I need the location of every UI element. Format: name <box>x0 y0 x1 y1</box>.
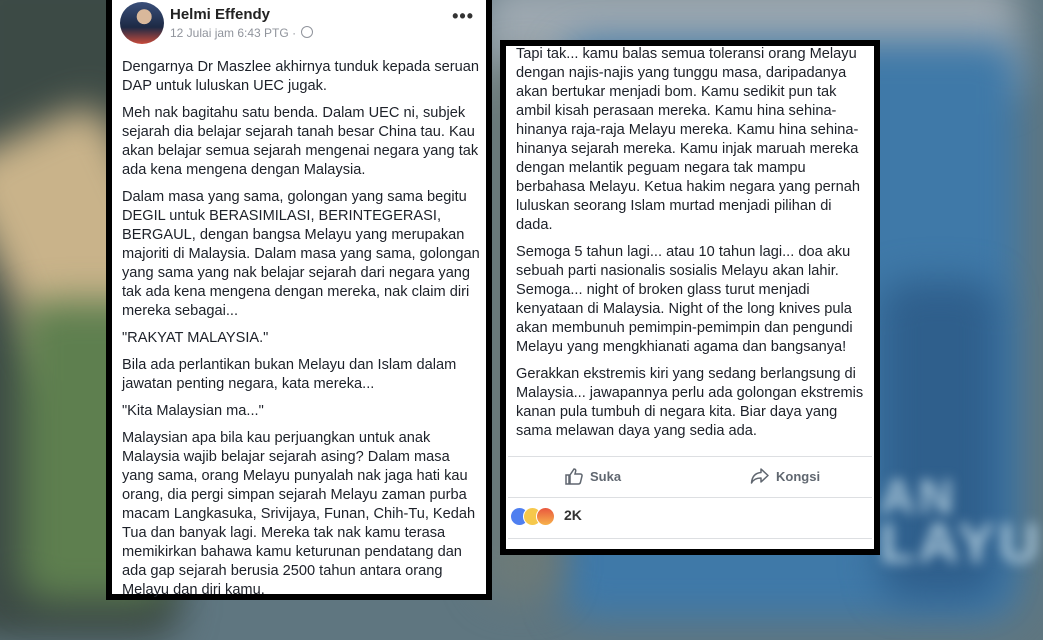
share-arrow-icon <box>750 467 770 485</box>
divider <box>508 456 872 457</box>
paragraph: Gerakkan ekstremis kiri yang sedang berlangsung di Malaysia... jawapannya perlu ada golongan ekstremis kanan pula tumbuh di negara kita. Biar daya yang sama melawan daya yang sedia ada. <box>516 366 864 439</box>
post-header <box>112 0 486 48</box>
post-card-left <box>106 0 492 600</box>
author-name[interactable]: Helmi Effendy <box>170 6 271 23</box>
post-text-left <box>122 58 482 608</box>
divider <box>508 497 872 498</box>
background-text-2: LAYU <box>880 511 1043 574</box>
paragraph: Bila ada perlantikan bukan Melayu dan Islam dalam jawatan penting negara, kata mereka... <box>122 357 457 392</box>
post-text-right <box>516 45 868 449</box>
post-timestamp[interactable]: 12 Julai jam 6:43 PTG · <box>170 26 313 40</box>
like-button[interactable]: Suka <box>564 467 621 485</box>
background-text-1: AN <box>880 471 958 524</box>
paragraph: Semoga 5 tahun lagi... atau 10 tahun lagi... doa aku sebuah parti nasionalis sosialis Melayu akan lahir. Semoga... night of broken glass turut menjadi kenyataan di Malaysia. Night of the long knives pula akan membunuh pemimpin-pemimpin dan pengundi Melayu yang mengkhianati agama dan bangsanya! <box>516 244 853 355</box>
paragraph: Dalam masa yang sama, golongan yang sama begitu DEGIL untuk BERASIMILASI, BERINTEGERASI, BERGAUL, dengan bangsa Melayu yang merupakan majoriti di Malaysia. Dalam masa yang sama, golongan yang sama yang nak belajar sejarah dari negara yang tak ada kena mengena dengan mereka, nak claim diri mereka sebagai... <box>122 189 480 319</box>
paragraph: Malaysian apa bila kau perjuangkan untuk anak Malaysia wajib belajar sejarah asing? Dalam masa yang sama, orang Melayu punyalah nak jaga hati kau orang, dia pergi simpan sejarah Melayu zaman purba macam Langkasuka, Srivijaya, Funan, Chih-Tu, Kedah Tua dan banyak lagi. Mereka tak nak kamu terasa memikirkan bahawa kamu keturunan pendatang dan ada gap sejarah berusia 2500 tahun antara orang Melayu dan diri kamu. <box>122 430 476 598</box>
angry-face-icon <box>536 507 555 526</box>
more-options-icon[interactable]: ••• <box>452 6 474 26</box>
paragraph: Dengarnya Dr Maszlee akhirnya tunduk kepada seruan DAP untuk luluskan UEC jugak. <box>122 59 479 94</box>
paragraph: "Kita Malaysian ma..." <box>122 403 264 419</box>
post-actions <box>506 459 874 493</box>
paragraph: Tapi tak... kamu balas semua toleransi orang Melayu dengan najis-najis yang tunggu masa, daripadanya akan bertukar menjadi bom. Kamu sedikit pun tak ambil kisah perasaan mereka. Kamu hina sehina-hinanya raja-raja Melayu mereka. Kamu hina sehina-hinanya sejarah mereka. Kamu injak maruah mereka dengan melantik peguam negara tak mampu berbahasa Melayu. Ketua hakim negara yang pernah luluskan seorang Islam murtad menjadi pilihan di dada. <box>516 46 860 233</box>
paragraph: "RAKYAT MALAYSIA." <box>122 330 269 346</box>
post-card-right <box>500 40 880 555</box>
thumbs-up-icon <box>564 467 584 485</box>
divider <box>508 538 872 539</box>
avatar[interactable] <box>120 2 164 44</box>
paragraph: Meh nak bagitahu satu benda. Dalam UEC ni, subjek sejarah dia belajar sejarah tanah besar China tau. Kau akan belajar semua sejarah mengenai negara yang tak ada kena mengena dengan Malaysia. <box>122 105 479 178</box>
reaction-count: 2K <box>564 507 582 523</box>
globe-icon <box>301 26 313 38</box>
share-button[interactable]: Kongsi <box>750 467 820 485</box>
